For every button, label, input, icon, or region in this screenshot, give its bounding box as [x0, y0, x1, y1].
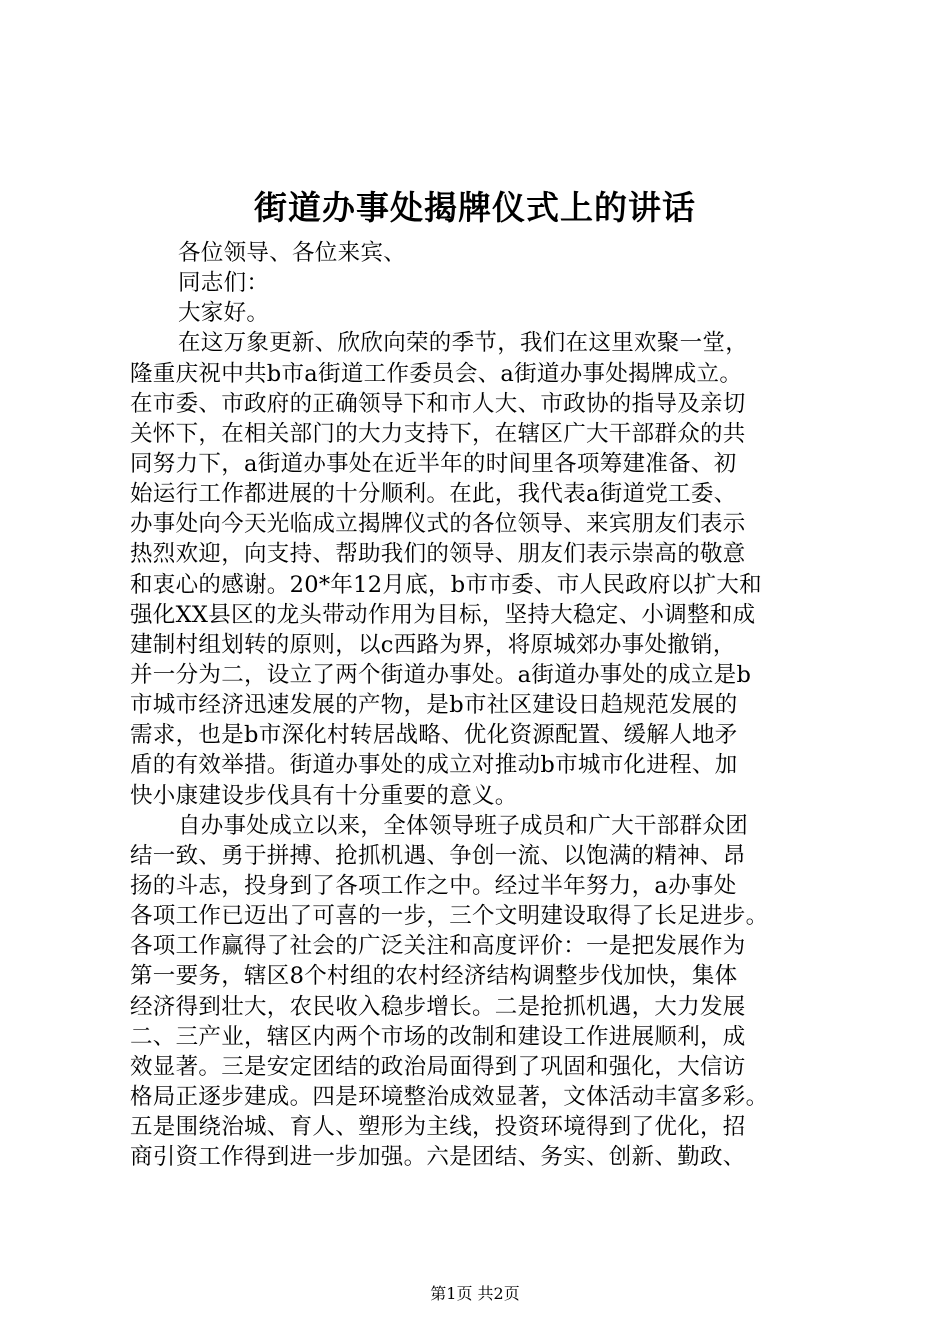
paragraph-line: 二、三产业，辖区内两个市场的改制和建设工作进展顺利，成	[130, 1023, 746, 1050]
paragraph-line: 快小康建设步伐具有十分重要的意义。	[130, 782, 518, 809]
salutation-line: 各位领导、各位来宾、	[178, 240, 407, 266]
paragraph-line: 同努力下，a街道办事处在近半年的时间里各项筹建准备、初	[130, 450, 737, 477]
paragraph-line: 强化XX县区的龙头带动作用为目标，坚持大稳定、小调整和成	[130, 601, 756, 628]
salutation-line: 同志们：	[178, 270, 270, 297]
paragraph-line: 五是围绕治城、育人、塑形为主线，投资环境得到了优化，招	[130, 1114, 746, 1141]
greeting-line: 大家好。	[178, 300, 270, 327]
paragraph-line: 盾的有效举措。街道办事处的成立对推动b市城市化进程、加	[130, 752, 738, 779]
paragraph-line: 扬的斗志，投身到了各项工作之中。经过半年努力，a办事处	[130, 872, 737, 899]
paragraph-line: 在市委、市政府的正确领导下和市人大、市政协的指导及亲切	[130, 390, 746, 417]
paragraph-line: 结一致、勇于拼搏、抢抓机遇、争创一流、以饱满的精神、昂	[130, 842, 746, 869]
paragraph-line: 效显著。三是安定团结的政治局面得到了巩固和强化，大信访	[130, 1053, 746, 1080]
paragraph-line: 经济得到壮大，农民收入稳步增长。二是抢抓机遇，大力发展	[130, 993, 746, 1020]
paragraph-line: 在这万象更新、欣欣向荣的季节，我们在这里欢聚一堂，	[178, 330, 749, 357]
paragraph-line: 格局正逐步建成。四是环境整治成效显著，文体活动丰富多彩。	[130, 1083, 769, 1110]
paragraph-line: 各项工作已迈出了可喜的一步，三个文明建设取得了长足进步。	[130, 903, 769, 930]
paragraph-line: 关怀下，在相关部门的大力支持下，在辖区广大干部群众的共	[130, 420, 746, 447]
paragraph-line: 和衷心的感谢。20*年12月底，b市市委、市人民政府以扩大和	[130, 571, 762, 598]
paragraph-line: 第一要务，辖区8个村组的农村经济结构调整步伐加快，集体	[130, 963, 738, 990]
paragraph-line: 市城市经济迅速发展的产物，是b市社区建设日趋规范发展的	[130, 692, 738, 719]
paragraph-line: 并一分为二，设立了两个街道办事处。a街道办事处的成立是b	[130, 661, 752, 688]
paragraph-line: 各项工作赢得了社会的广泛关注和高度评价：一是把发展作为	[130, 933, 746, 960]
paragraph-line: 隆重庆祝中共b市a街道工作委员会、a街道办事处揭牌成立。	[130, 360, 743, 387]
paragraph-line: 商引资工作得到进一步加强。六是团结、务实、创新、勤政、	[130, 1144, 746, 1171]
document-title: 街道办事处揭牌仪式上的讲话	[254, 188, 696, 227]
paragraph-line: 自办事处成立以来，全体领导班子成员和广大干部群众团	[178, 812, 749, 839]
paragraph-line: 始运行工作都进展的十分顺利。在此，我代表a街道党工委、	[130, 481, 737, 508]
document-body	[130, 238, 840, 1172]
paragraph-line: 办事处向今天光临成立揭牌仪式的各位领导、来宾朋友们表示	[130, 511, 746, 538]
page-number-footer: 第1页 共2页	[430, 1284, 520, 1303]
paragraph-line: 热烈欢迎，向支持、帮助我们的领导、朋友们表示崇高的敬意	[130, 541, 746, 568]
paragraph-line: 建制村组划转的原则，以c西路为界，将原城郊办事处撤销，	[130, 631, 736, 658]
paragraph-line: 需求，也是b市深化村转居战略、优化资源配置、缓解人地矛	[130, 722, 738, 749]
